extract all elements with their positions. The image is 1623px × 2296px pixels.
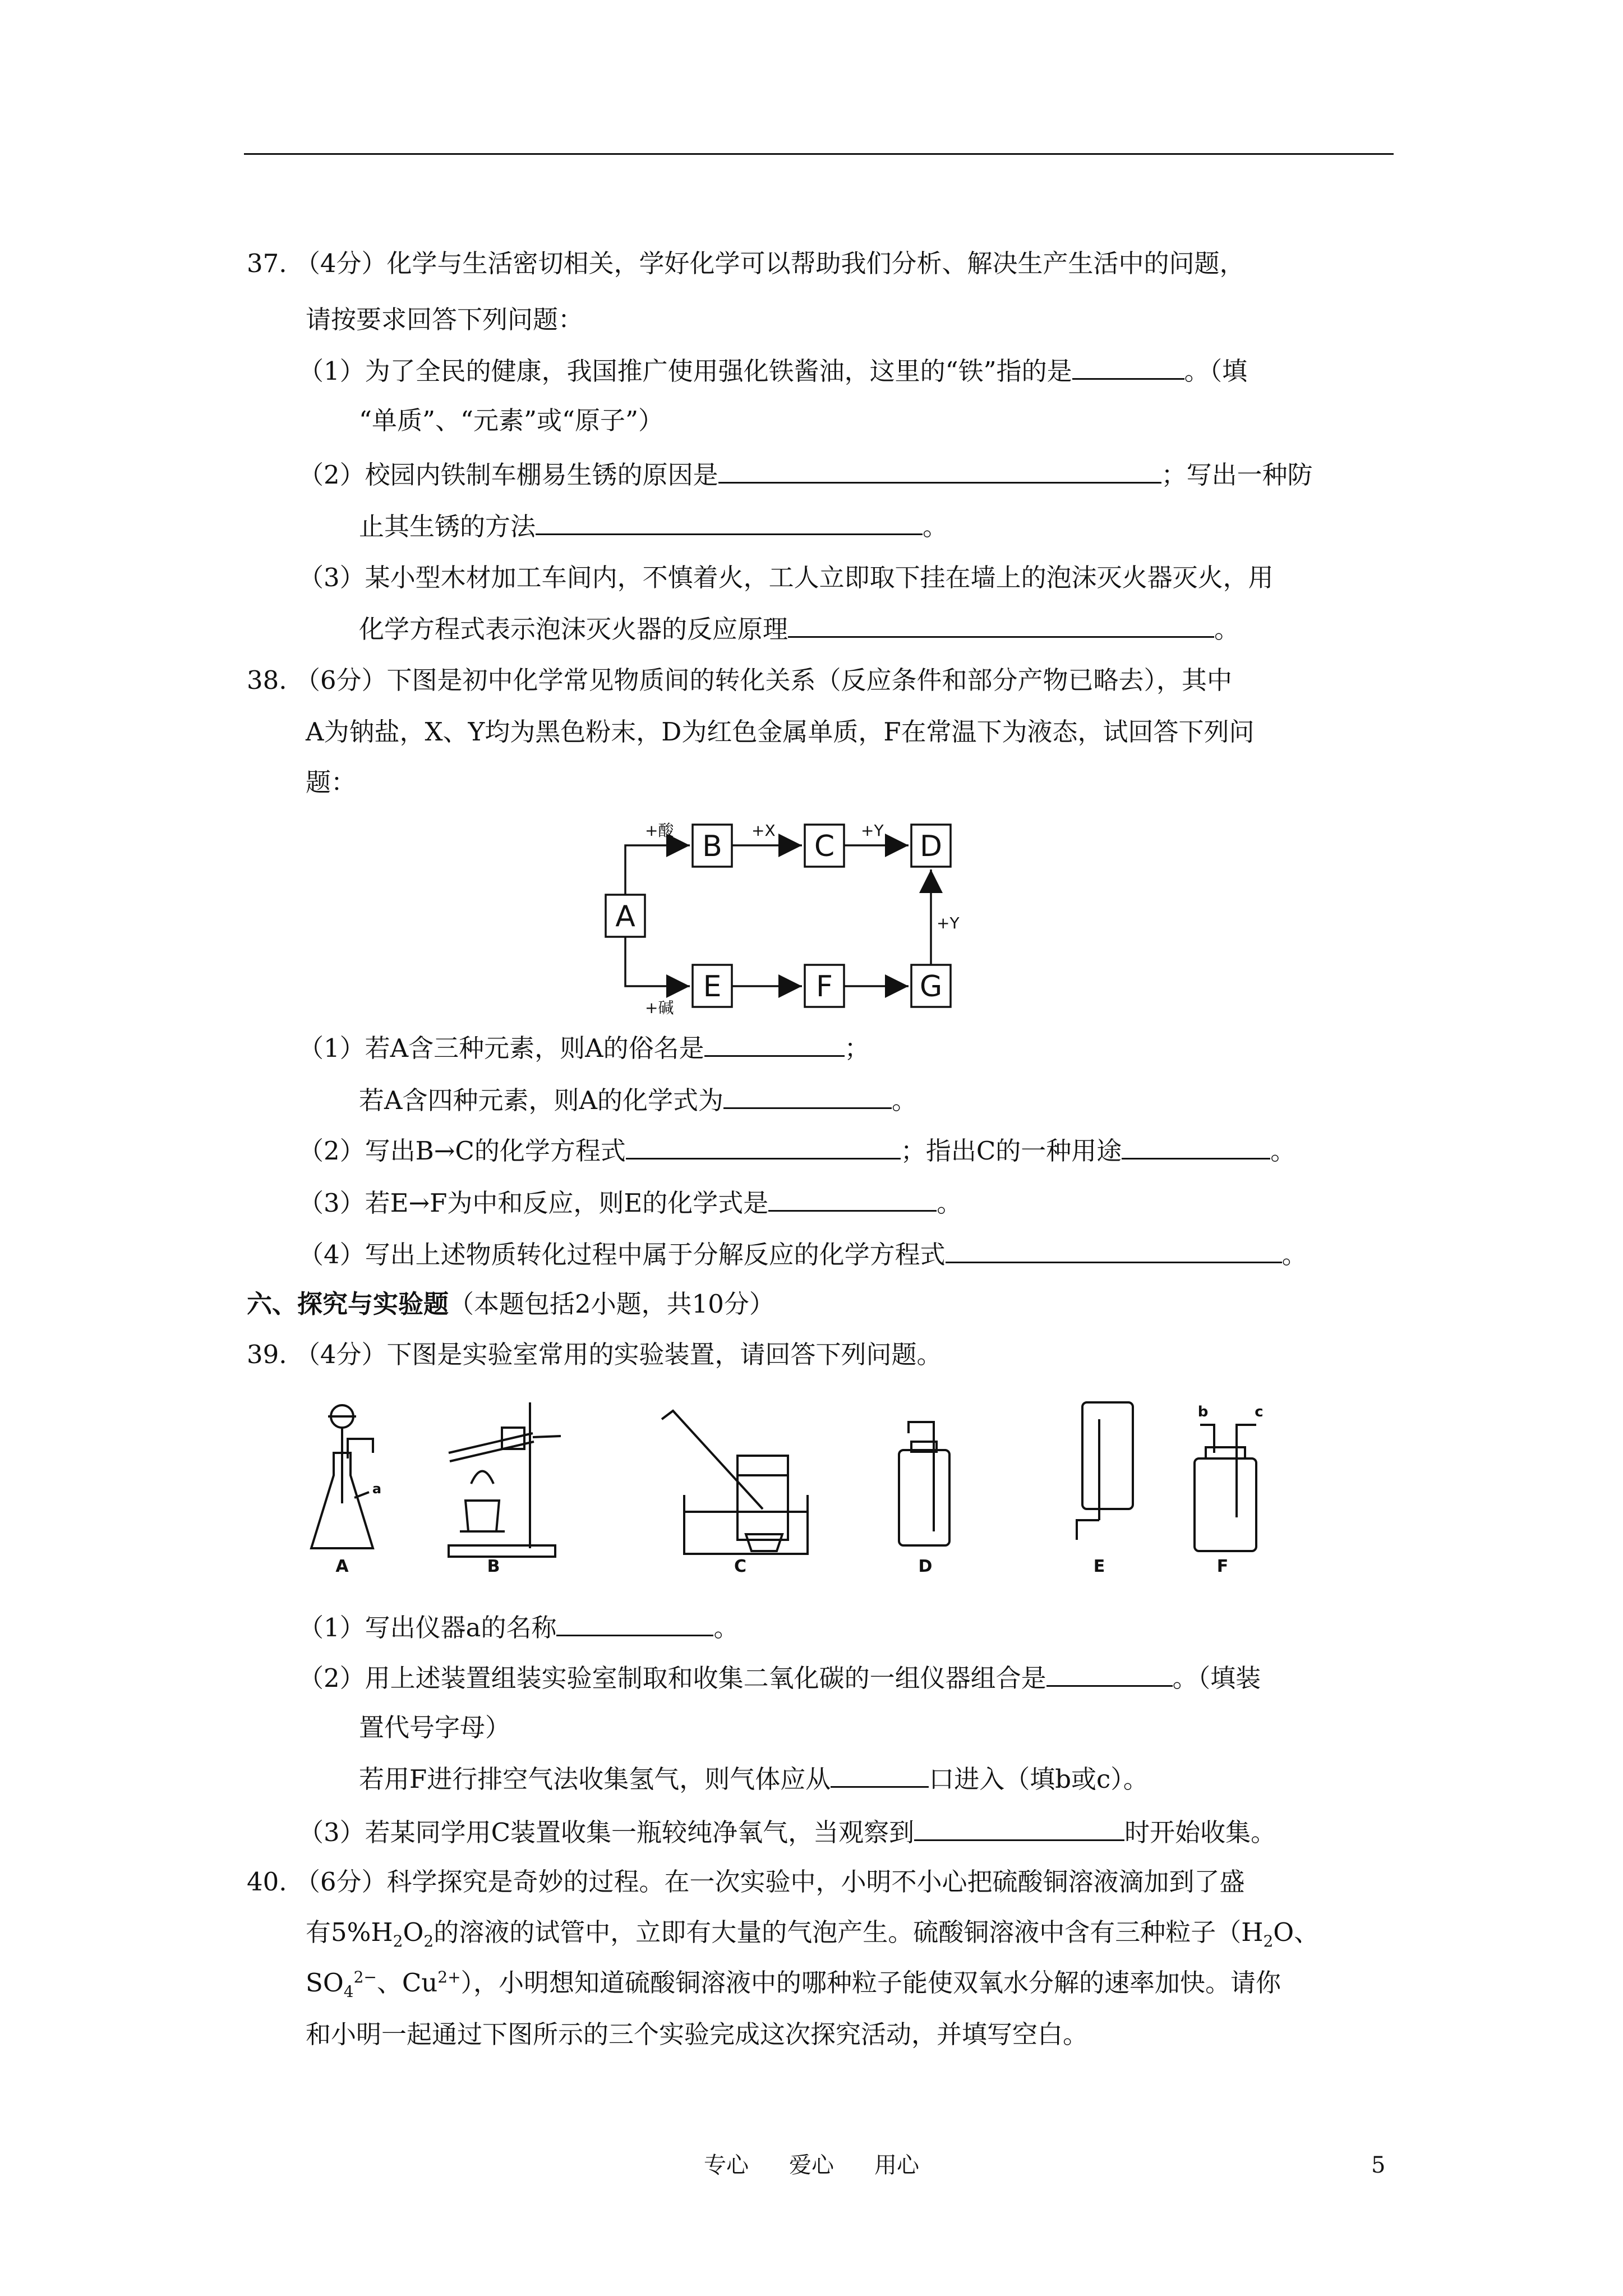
node-b: B: [702, 830, 722, 863]
label-f: F: [1216, 1557, 1229, 1576]
q39-part3-text-b: 时开始收集。: [1124, 1818, 1276, 1847]
q40-line2: [306, 1916, 1319, 1949]
label-a: A: [335, 1557, 349, 1576]
q37-part2-text-c: 止其生锈的方法: [359, 512, 536, 541]
apparatus-d: [899, 1422, 949, 1545]
q38-part1-text: （1）若A含三种元素，则A的俗名是: [298, 1033, 704, 1063]
q38-answer-blank-6[interactable]: [946, 1237, 1282, 1263]
edge-a-e: [625, 937, 690, 986]
q37-answer-blank-4[interactable]: [788, 611, 1214, 638]
q40-line2-sub1: 2: [393, 1932, 403, 1950]
q37-answer-blank-3[interactable]: [536, 509, 923, 535]
q38-part1: [298, 1030, 870, 1065]
mark-a: a: [372, 1481, 382, 1497]
q39-answer-blank-4[interactable]: [914, 1815, 1124, 1841]
node-c: C: [814, 830, 835, 863]
q38-part1-text-b: ；: [844, 1033, 870, 1063]
section6-note: （本题包括2小题，共10分）: [449, 1289, 774, 1319]
edge-label-y2: +Y: [937, 914, 960, 932]
q37-part3-cont: [359, 611, 1239, 646]
q38-part1-cont: [359, 1083, 917, 1117]
footer-motto-1: 专心: [704, 2152, 749, 2178]
node-g: G: [919, 970, 943, 1004]
q39-part2-text: （2）用上述装置组装实验室制取和收集二氧化碳的一组仪器组合是: [298, 1663, 1046, 1693]
q37-stem-line1: 37. （4分）化学与生活密切相关，学好化学可以帮助我们分析、解决生产生活中的问题，: [247, 249, 1245, 278]
q38-part4-text-b: 。: [1281, 1240, 1307, 1269]
edge-label-y: +Y: [861, 821, 884, 840]
q39-answer-blank-2[interactable]: [1046, 1660, 1173, 1687]
q40-line3-sup2: 2+: [437, 1968, 461, 1986]
q39-part2-extra: [359, 1761, 1149, 1796]
q40-line2-d: O、: [1273, 1917, 1320, 1947]
q38-stem-line3: 题：: [306, 767, 357, 797]
q40-line3-a: SO: [306, 1968, 344, 1998]
q38-part3: [298, 1185, 962, 1220]
footer-motto-2: 爱心: [789, 2152, 834, 2178]
node-f: F: [816, 970, 833, 1004]
q38-part2-text: （2）写出B→C的化学方程式: [298, 1136, 626, 1166]
apparatus-a: [311, 1405, 373, 1548]
q39-part2-cont: 置代号字母）: [359, 1713, 511, 1742]
label-c: C: [734, 1557, 747, 1576]
q40-line3: [306, 1966, 1281, 2000]
q38-stem-line1: 38. （6分）下图是初中化学常见物质间的转化关系（反应条件和部分产物已略去），其中: [247, 665, 1233, 695]
q39-part1: [298, 1610, 739, 1645]
q39-part1-text-b: 。: [713, 1613, 739, 1642]
q39-apparatus-figure: [303, 1391, 1312, 1576]
label-b: B: [487, 1557, 500, 1576]
q38-stem-line2: A为钠盐，X、Y均为黑色粉末，D为红色金属单质，F在常温下为液态，试回答下列问: [306, 717, 1255, 747]
q38-part3-text: （3）若E→F为中和反应，则E的化学式是: [298, 1188, 769, 1218]
q37-part2-cont: [359, 509, 948, 544]
q39-part3-text: （3）若某同学用C装置收集一瓶较纯净氧气，当观察到: [298, 1818, 915, 1847]
q38-part1-text-c: 若A含四种元素，则A的化学式为: [359, 1085, 723, 1115]
q38-answer-blank-1[interactable]: [704, 1030, 845, 1057]
apparatus-b: [449, 1402, 561, 1557]
q40-line3-b: 、Cu: [376, 1968, 438, 1998]
q40-line2-c: 的溶液的试管中，立即有大量的气泡产生。硫酸铜溶液中含有三种粒子（H: [434, 1917, 1264, 1947]
q38-part4: [298, 1237, 1307, 1272]
q39-part3: [298, 1815, 1276, 1849]
q39-part2-text-d: 若用F进行排空气法收集氢气，则气体应从: [359, 1764, 831, 1794]
q37-part3-text-c: 。: [1214, 614, 1240, 644]
mark-c: c: [1255, 1404, 1264, 1420]
page-number: 5: [1371, 2152, 1386, 2178]
q37-part2-text-b: ；写出一种防: [1161, 460, 1313, 490]
q39-answer-blank-1[interactable]: [556, 1610, 713, 1636]
header-rule: [244, 153, 1394, 155]
q37-part2: [298, 457, 1313, 492]
q37-stem-line2: 请按要求回答下列问题：: [306, 305, 584, 334]
edge-label-acid: +酸: [645, 821, 674, 840]
q39-part2-text-b: 。（填装: [1172, 1663, 1261, 1693]
q38-answer-blank-4[interactable]: [1122, 1133, 1270, 1159]
q39-part1-text: （1）写出仪器a的名称: [298, 1613, 557, 1642]
q37-part1-text-b: 。（填: [1184, 356, 1248, 386]
label-d: D: [918, 1557, 933, 1576]
q40-line2-a: 有5%H: [306, 1917, 393, 1947]
section6-title: 六、探究与实验题: [247, 1289, 449, 1319]
q37-part1-text: （1）为了全民的健康，我国推广使用强化铁酱油，这里的“铁”指的是: [298, 356, 1072, 386]
edge-label-x: +X: [751, 821, 776, 840]
node-d: D: [919, 830, 943, 863]
q37-answer-blank-2[interactable]: [718, 457, 1161, 484]
footer-motto-3: 用心: [874, 2152, 919, 2178]
q40-line3-sub: 4: [343, 1982, 354, 2001]
node-e: E: [703, 970, 722, 1004]
q40-line2-b: O: [403, 1917, 424, 1947]
q40-line1: 40. （6分）科学探究是奇妙的过程。在一次实验中，小明不小心把硫酸铜溶液滴加到了盛: [247, 1867, 1245, 1897]
q38-answer-blank-3[interactable]: [626, 1133, 901, 1159]
q38-answer-blank-2[interactable]: [723, 1083, 892, 1109]
apparatus-f: [1195, 1425, 1256, 1551]
label-e: E: [1093, 1557, 1105, 1576]
q39-part2: [298, 1660, 1261, 1695]
q38-part2-text-b: ；指出C的一种用途: [900, 1136, 1122, 1166]
q37-answer-blank-1[interactable]: [1072, 353, 1184, 380]
q38-answer-blank-5[interactable]: [768, 1185, 937, 1212]
q39-part2-text-e: 口进入（填b或c）。: [929, 1764, 1149, 1794]
q37-part1: [298, 353, 1247, 388]
q38-part4-text: （4）写出上述物质转化过程中属于分解反应的化学方程式: [298, 1240, 946, 1269]
q37-part1-cont: “单质”、“元素”或“原子”）: [359, 406, 664, 435]
q40-line2-sub2: 2: [423, 1932, 434, 1950]
q37-part2-text: （2）校园内铁制车棚易生锈的原因是: [298, 460, 718, 490]
q39-stem: 39. （4分）下图是实验室常用的实验装置，请回答下列问题。: [247, 1340, 942, 1369]
q40-line3-c: ），小明想知道硫酸铜溶液中的哪种粒子能使双氧水分解的速率加快。请你: [460, 1968, 1281, 1998]
apparatus-e: [1077, 1402, 1133, 1540]
q37-part3: （3）某小型木材加工车间内，不慎着火，工人立即取下挂在墙上的泡沫灭火器灭火，用: [298, 563, 1274, 592]
q40-line2-sub3: 2: [1263, 1932, 1274, 1950]
edge-a-b: [625, 845, 690, 895]
q38-conversion-diagram: [600, 808, 993, 1021]
q37-part3-text: 化学方程式表示泡沫灭火器的反应原理: [359, 614, 789, 644]
section6-heading: [247, 1287, 774, 1321]
q39-answer-blank-3[interactable]: [831, 1761, 929, 1788]
q38-part2: [298, 1133, 1295, 1168]
mark-b: b: [1197, 1404, 1209, 1420]
q38-part3-text-b: 。: [937, 1188, 962, 1218]
q40-line3-sup1: 2−: [353, 1968, 377, 1986]
apparatus-c: [662, 1411, 808, 1554]
edge-label-base: +碱: [645, 999, 674, 1017]
q40-line4: 和小明一起通过下图所示的三个实验完成这次探究活动，并填写空白。: [306, 2019, 1089, 2049]
q38-part1-text-d: 。: [892, 1085, 917, 1115]
q37-part2-text-d: 。: [923, 512, 948, 541]
q38-part2-text-c: 。: [1270, 1136, 1296, 1166]
node-a: A: [615, 900, 635, 933]
